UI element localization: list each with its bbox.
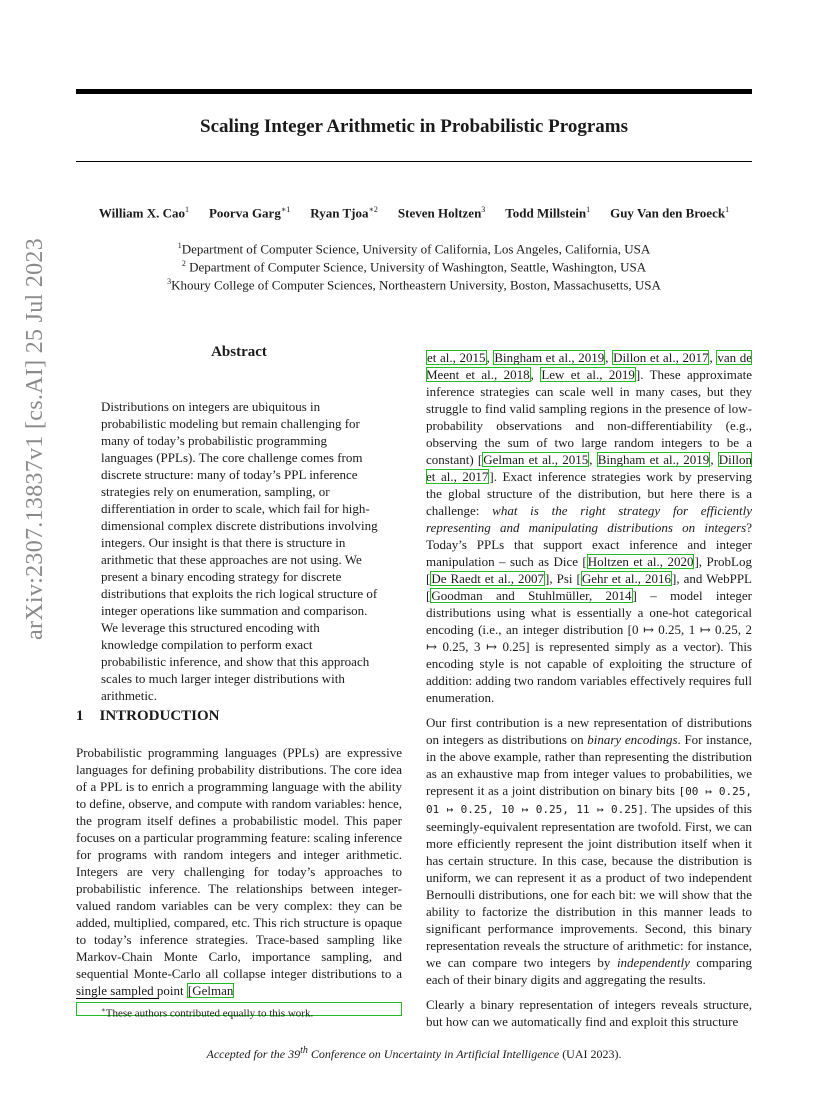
citation-link[interactable]: et al., 2015: [427, 350, 486, 365]
paragraph: Clearly a binary representation of integers reveals structure, but how can we automatically find and exploit this structure: [426, 997, 752, 1029]
citation-link[interactable]: Bingham et al., 2019: [597, 452, 710, 467]
citation-link[interactable]: Dillon et al., 2017: [426, 452, 753, 484]
affiliation: $^1$Department of Computer Science, University of California, Los Angeles, California, USA: [177, 241, 651, 257]
paper-title: Scaling Integer Arithmetic in Probabilistic Programs: [200, 116, 628, 137]
author: William X. Cao$^1$: [98, 205, 189, 221]
citation-link[interactable]: [Gelman: [187, 983, 234, 998]
citation-link[interactable]: van de Meent et al., 2018: [426, 350, 752, 382]
citation-link[interactable]: Gehr et al., 2016: [581, 571, 672, 586]
paragraph: et al., 2015, Bingham et al., 2019, Dillon et al., 2017, van de Meent et al., 2018, Lew et al., 2019]. These approximate inference strategies can scale well in many cases, but they struggle to find valid sampling regions in the presence of low-probability observations and non-differentiability (e.g., observing the sum of two large random integers to be a constant) [Gelman et al., 2015, Bingham et al., 2019, Dillon et al., 2017]. Exact inference strategies work by preserving the global structure of the distribution, but here there is a challenge: what is the right strategy for efficiently representing and manipulating distributions on integers? Today’s PPLs that support exact inference and integer manipulation – such as Dice [Holtzen et al., 2020], ProbLog [De Raedt et al., 2007], Psi [Gehr et al., 2016], and WebPPL [Goodman and Stuhlmüller, 2014] – model integer distributions using what is essentially a one-hot categorical encoding (i.e., an integer distribution [0 ↦ 0.25, 1 ↦ 0.25, 2 ↦ 0.25, 3 ↦ 0.25] is represented simply as a vector). This encoding style is not capable of exploiting the structure of addition: adding two random variables effectively requires full enumeration.: [426, 350, 753, 705]
math-distribution: [0 ↦ 0.25, 1 ↦ 0.25, 2 ↦ 0.25, 3 ↦ 0.25]: [426, 622, 752, 654]
abstract-heading: Abstract: [211, 344, 267, 360]
citation-link[interactable]: Lew et al., 2019: [541, 367, 635, 382]
intro-paragraph: Probabilistic programming languages (PPLs) are expressive languages for defining probability distributions. The core idea of a PPL is to enrich a programming language with the ability to define, observe, and compute with random variables: hence, the program itself defines a probabilistic model. This paper focuses on a particular programming feature: scaling inference for programs with random integers and integer arithmetic. Integers are very challenging for today’s approaches to probabilistic inference. The relationships between integer-valued random variables can be very complex: they can be added, multiplied, compared, etc. This rich structure is opaque to today’s inference strategies. Trace-based sampling like Markov-Chain Monte Carlo, importance sampling, and sequential Monte-Carlo all collapse integer distributions to a single sampled point [Gelman: [76, 745, 402, 998]
author: Ryan Tjoa$^{∗2}$: [310, 205, 378, 221]
author: Steven Holtzen$^3$: [397, 205, 486, 221]
citation-link[interactable]: Bingham et al., 2019: [494, 350, 605, 365]
citation-link[interactable]: Dillon et al., 2017: [613, 350, 709, 365]
footnote[interactable]: ∗These authors contributed equally to this work.: [76, 1002, 402, 1016]
paragraph: Our first contribution is a new representation of distributions on integers as distributions on binary encodings. For instance, in the above example, rather than representing the distribution as an exhaustive map from integer values to probabilities, we represent it as a joint distribution on binary bits [00 ↦ 0.25, 01 ↦ 0.25, 10 ↦ 0.25, 11 ↦ 0.25]. The upsides of this seemingly-equivalent representation are twofold. First, we can more efficiently represent the joint distribution itself when it has certain structure. In this case, because the distribution is uniform, we can represent it as a product of two independent Bernoulli distributions, one for each bit: we will show that the ability to factorize the distribution in this manner leads to significant performance improvements. Second, this binary representation reveals the structure of arithmetic: for instance, we can compare two integers by independently comparing each of their binary digits and aggregating the results.: [426, 715, 753, 987]
section-heading: 1 INTRODUCTION: [76, 708, 220, 724]
affiliation: $^3$Khoury College of Computer Sciences, Northeastern University, Boston, Massachusetts, USA: [167, 277, 661, 293]
author: Guy Van den Broeck$^1$: [610, 205, 730, 221]
footnote-rule: [76, 998, 159, 999]
acceptance-note: Accepted for the 39th Conference on Uncertainty in Artificial Intelligence (UAI 2023).: [206, 1045, 622, 1061]
top-rule: [76, 89, 752, 94]
title-rule: [76, 161, 752, 162]
arxiv-watermark[interactable]: arXiv:2307.13837v1 [cs.AI] 25 Jul 2023: [22, 237, 48, 640]
math-distribution: [00 ↦ 0.25, 01 ↦ 0.25, 10 ↦ 0.25, 11 ↦ 0.25]: [426, 785, 752, 816]
author: Todd Millstein$^1$: [505, 205, 591, 221]
right-column: [426, 349, 752, 1030]
author: Poorva Garg$^{∗1}$: [208, 205, 291, 221]
author-list: [60, 205, 768, 221]
citation-link[interactable]: De Raedt et al., 2007: [431, 571, 545, 586]
affiliation: $^2$ Department of Computer Science, University of Washington, Seattle, Washington, USA: [181, 259, 647, 275]
citation-link[interactable]: Goodman and Stuhlmüller, 2014: [431, 588, 632, 603]
citation-link[interactable]: Gelman et al., 2015: [483, 452, 589, 467]
citation-link[interactable]: Holtzen et al., 2020: [587, 554, 694, 569]
abstract-body: Distributions on integers are ubiquitous in probabilistic modeling but remain challenging for many of today’s probabilistic programming languages (PPLs). The core challenge comes from discrete structure: many of today’s PPL inference strategies rely on enumeration, sampling, or differentiation in order to scale, which fail for high-dimensional complex discrete distributions involving integers. Our insight is that there is structure in arithmetic that these approaches are not using. We present a binary encoding strategy for discrete distributions that exploits the rich logical structure of integer operations like summation and comparison. We leverage this structured encoding with knowledge compilation to perform exact probabilistic inference, and show that this approach scales to much larger integer distributions with arithmetic.: [101, 399, 378, 703]
